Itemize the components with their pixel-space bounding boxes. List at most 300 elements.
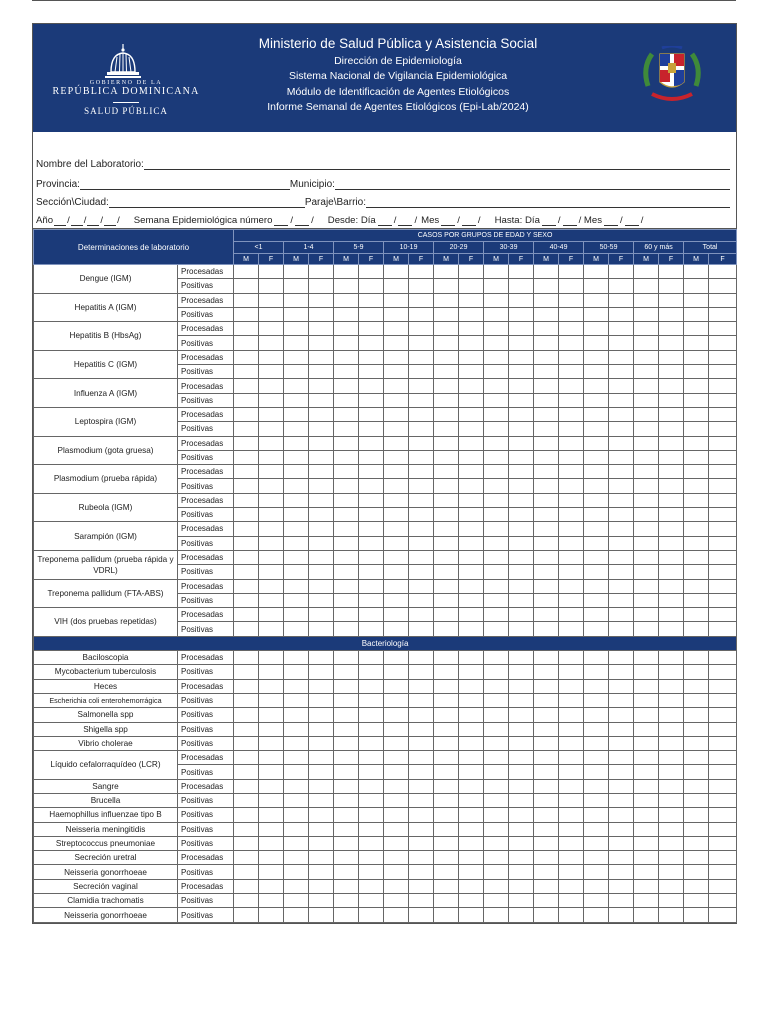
count-cell[interactable] (534, 865, 559, 879)
count-cell[interactable] (434, 608, 459, 622)
count-cell[interactable] (334, 865, 359, 879)
province-input-line[interactable] (80, 180, 290, 190)
count-cell[interactable] (409, 751, 434, 765)
count-cell[interactable] (434, 793, 459, 807)
count-cell[interactable] (534, 779, 559, 793)
count-cell[interactable] (534, 822, 559, 836)
count-cell[interactable] (709, 465, 737, 479)
count-cell[interactable] (434, 736, 459, 750)
count-cell[interactable] (559, 493, 584, 507)
count-cell[interactable] (334, 722, 359, 736)
count-cell[interactable] (359, 894, 384, 908)
count-cell[interactable] (234, 808, 259, 822)
count-cell[interactable] (709, 265, 737, 279)
count-cell[interactable] (309, 736, 334, 750)
count-cell[interactable] (684, 836, 709, 850)
count-cell[interactable] (659, 779, 684, 793)
count-cell[interactable] (559, 522, 584, 536)
count-cell[interactable] (259, 808, 284, 822)
count-cell[interactable] (459, 808, 484, 822)
count-cell[interactable] (684, 751, 709, 765)
count-cell[interactable] (659, 293, 684, 307)
count-cell[interactable] (309, 679, 334, 693)
count-cell[interactable] (659, 350, 684, 364)
count-cell[interactable] (709, 879, 737, 893)
count-cell[interactable] (609, 879, 634, 893)
count-cell[interactable] (559, 779, 584, 793)
count-cell[interactable] (309, 622, 334, 636)
count-cell[interactable] (659, 665, 684, 679)
count-cell[interactable] (559, 322, 584, 336)
count-cell[interactable] (384, 736, 409, 750)
count-cell[interactable] (659, 536, 684, 550)
count-cell[interactable] (409, 894, 434, 908)
count-cell[interactable] (409, 593, 434, 607)
count-cell[interactable] (484, 536, 509, 550)
count-cell[interactable] (234, 379, 259, 393)
count-cell[interactable] (584, 593, 609, 607)
count-cell[interactable] (659, 550, 684, 564)
count-cell[interactable] (584, 722, 609, 736)
count-cell[interactable] (559, 693, 584, 707)
count-cell[interactable] (709, 751, 737, 765)
count-cell[interactable] (409, 536, 434, 550)
count-cell[interactable] (584, 422, 609, 436)
count-cell[interactable] (534, 736, 559, 750)
count-cell[interactable] (459, 379, 484, 393)
count-cell[interactable] (534, 479, 559, 493)
count-cell[interactable] (484, 307, 509, 321)
count-cell[interactable] (309, 851, 334, 865)
count-cell[interactable] (259, 736, 284, 750)
count-cell[interactable] (609, 436, 634, 450)
count-cell[interactable] (384, 407, 409, 421)
count-cell[interactable] (634, 407, 659, 421)
count-cell[interactable] (359, 465, 384, 479)
count-cell[interactable] (409, 450, 434, 464)
count-cell[interactable] (559, 851, 584, 865)
count-cell[interactable] (434, 722, 459, 736)
count-cell[interactable] (359, 536, 384, 550)
count-cell[interactable] (309, 693, 334, 707)
count-cell[interactable] (334, 307, 359, 321)
count-cell[interactable] (309, 265, 334, 279)
count-cell[interactable] (434, 894, 459, 908)
count-cell[interactable] (384, 265, 409, 279)
count-cell[interactable] (509, 836, 534, 850)
count-cell[interactable] (284, 422, 309, 436)
count-cell[interactable] (434, 336, 459, 350)
count-cell[interactable] (659, 493, 684, 507)
count-cell[interactable] (659, 708, 684, 722)
count-cell[interactable] (534, 522, 559, 536)
count-cell[interactable] (434, 450, 459, 464)
count-cell[interactable] (459, 550, 484, 564)
count-cell[interactable] (334, 708, 359, 722)
count-cell[interactable] (259, 651, 284, 665)
count-cell[interactable] (359, 622, 384, 636)
count-cell[interactable] (459, 465, 484, 479)
year-slot-3[interactable] (87, 216, 99, 226)
count-cell[interactable] (259, 536, 284, 550)
count-cell[interactable] (609, 593, 634, 607)
count-cell[interactable] (659, 508, 684, 522)
count-cell[interactable] (634, 793, 659, 807)
count-cell[interactable] (659, 793, 684, 807)
count-cell[interactable] (409, 765, 434, 779)
count-cell[interactable] (309, 493, 334, 507)
count-cell[interactable] (359, 522, 384, 536)
count-cell[interactable] (609, 736, 634, 750)
count-cell[interactable] (584, 622, 609, 636)
paraje-input-line[interactable] (366, 198, 730, 208)
count-cell[interactable] (509, 522, 534, 536)
count-cell[interactable] (384, 722, 409, 736)
count-cell[interactable] (484, 851, 509, 865)
count-cell[interactable] (709, 894, 737, 908)
count-cell[interactable] (409, 522, 434, 536)
count-cell[interactable] (684, 622, 709, 636)
count-cell[interactable] (359, 322, 384, 336)
count-cell[interactable] (259, 565, 284, 579)
count-cell[interactable] (434, 407, 459, 421)
count-cell[interactable] (509, 293, 534, 307)
count-cell[interactable] (559, 365, 584, 379)
count-cell[interactable] (609, 894, 634, 908)
count-cell[interactable] (259, 465, 284, 479)
count-cell[interactable] (684, 393, 709, 407)
year-slot-1[interactable] (54, 216, 66, 226)
count-cell[interactable] (359, 565, 384, 579)
count-cell[interactable] (634, 307, 659, 321)
count-cell[interactable] (659, 822, 684, 836)
count-cell[interactable] (584, 894, 609, 908)
count-cell[interactable] (484, 436, 509, 450)
count-cell[interactable] (334, 693, 359, 707)
count-cell[interactable] (309, 508, 334, 522)
count-cell[interactable] (659, 379, 684, 393)
count-cell[interactable] (509, 808, 534, 822)
count-cell[interactable] (384, 479, 409, 493)
count-cell[interactable] (484, 693, 509, 707)
count-cell[interactable] (384, 536, 409, 550)
count-cell[interactable] (459, 722, 484, 736)
count-cell[interactable] (309, 651, 334, 665)
count-cell[interactable] (559, 579, 584, 593)
count-cell[interactable] (459, 350, 484, 364)
count-cell[interactable] (309, 708, 334, 722)
count-cell[interactable] (359, 479, 384, 493)
count-cell[interactable] (584, 793, 609, 807)
count-cell[interactable] (284, 908, 309, 922)
count-cell[interactable] (334, 622, 359, 636)
count-cell[interactable] (509, 422, 534, 436)
count-cell[interactable] (284, 736, 309, 750)
count-cell[interactable] (559, 751, 584, 765)
count-cell[interactable] (609, 508, 634, 522)
count-cell[interactable] (534, 808, 559, 822)
count-cell[interactable] (584, 508, 609, 522)
count-cell[interactable] (534, 436, 559, 450)
count-cell[interactable] (684, 407, 709, 421)
count-cell[interactable] (584, 808, 609, 822)
count-cell[interactable] (584, 279, 609, 293)
count-cell[interactable] (534, 307, 559, 321)
count-cell[interactable] (384, 565, 409, 579)
count-cell[interactable] (634, 608, 659, 622)
count-cell[interactable] (584, 708, 609, 722)
count-cell[interactable] (659, 479, 684, 493)
count-cell[interactable] (259, 522, 284, 536)
count-cell[interactable] (384, 322, 409, 336)
count-cell[interactable] (534, 265, 559, 279)
count-cell[interactable] (284, 722, 309, 736)
count-cell[interactable] (459, 665, 484, 679)
count-cell[interactable] (284, 379, 309, 393)
count-cell[interactable] (484, 465, 509, 479)
count-cell[interactable] (634, 722, 659, 736)
count-cell[interactable] (634, 350, 659, 364)
count-cell[interactable] (609, 565, 634, 579)
count-cell[interactable] (309, 522, 334, 536)
count-cell[interactable] (384, 508, 409, 522)
count-cell[interactable] (634, 322, 659, 336)
count-cell[interactable] (284, 336, 309, 350)
count-cell[interactable] (534, 908, 559, 922)
count-cell[interactable] (434, 436, 459, 450)
count-cell[interactable] (409, 307, 434, 321)
count-cell[interactable] (634, 693, 659, 707)
count-cell[interactable] (434, 393, 459, 407)
count-cell[interactable] (459, 908, 484, 922)
count-cell[interactable] (234, 436, 259, 450)
count-cell[interactable] (259, 908, 284, 922)
count-cell[interactable] (384, 708, 409, 722)
count-cell[interactable] (259, 865, 284, 879)
count-cell[interactable] (359, 365, 384, 379)
count-cell[interactable] (559, 293, 584, 307)
count-cell[interactable] (659, 722, 684, 736)
count-cell[interactable] (334, 493, 359, 507)
count-cell[interactable] (359, 836, 384, 850)
count-cell[interactable] (434, 651, 459, 665)
count-cell[interactable] (309, 894, 334, 908)
count-cell[interactable] (684, 679, 709, 693)
count-cell[interactable] (359, 279, 384, 293)
count-cell[interactable] (509, 379, 534, 393)
count-cell[interactable] (309, 336, 334, 350)
count-cell[interactable] (434, 522, 459, 536)
count-cell[interactable] (559, 836, 584, 850)
count-cell[interactable] (309, 322, 334, 336)
count-cell[interactable] (259, 622, 284, 636)
count-cell[interactable] (709, 708, 737, 722)
count-cell[interactable] (234, 336, 259, 350)
count-cell[interactable] (584, 693, 609, 707)
count-cell[interactable] (709, 407, 737, 421)
count-cell[interactable] (234, 550, 259, 564)
count-cell[interactable] (284, 822, 309, 836)
count-cell[interactable] (234, 779, 259, 793)
count-cell[interactable] (509, 307, 534, 321)
count-cell[interactable] (609, 479, 634, 493)
count-cell[interactable] (709, 565, 737, 579)
count-cell[interactable] (459, 422, 484, 436)
count-cell[interactable] (284, 665, 309, 679)
count-cell[interactable] (334, 322, 359, 336)
count-cell[interactable] (559, 622, 584, 636)
count-cell[interactable] (409, 379, 434, 393)
count-cell[interactable] (659, 836, 684, 850)
count-cell[interactable] (684, 808, 709, 822)
count-cell[interactable] (509, 465, 534, 479)
count-cell[interactable] (234, 836, 259, 850)
count-cell[interactable] (334, 407, 359, 421)
count-cell[interactable] (234, 293, 259, 307)
count-cell[interactable] (284, 708, 309, 722)
count-cell[interactable] (684, 550, 709, 564)
count-cell[interactable] (484, 422, 509, 436)
count-cell[interactable] (584, 736, 609, 750)
count-cell[interactable] (709, 379, 737, 393)
count-cell[interactable] (684, 265, 709, 279)
count-cell[interactable] (534, 836, 559, 850)
count-cell[interactable] (459, 879, 484, 893)
count-cell[interactable] (284, 751, 309, 765)
count-cell[interactable] (309, 865, 334, 879)
count-cell[interactable] (534, 322, 559, 336)
count-cell[interactable] (234, 565, 259, 579)
count-cell[interactable] (634, 365, 659, 379)
count-cell[interactable] (684, 436, 709, 450)
count-cell[interactable] (559, 479, 584, 493)
count-cell[interactable] (334, 479, 359, 493)
count-cell[interactable] (334, 522, 359, 536)
count-cell[interactable] (559, 279, 584, 293)
count-cell[interactable] (634, 836, 659, 850)
count-cell[interactable] (534, 679, 559, 693)
count-cell[interactable] (534, 751, 559, 765)
count-cell[interactable] (609, 665, 634, 679)
count-cell[interactable] (559, 265, 584, 279)
count-cell[interactable] (509, 693, 534, 707)
count-cell[interactable] (684, 579, 709, 593)
count-cell[interactable] (284, 393, 309, 407)
count-cell[interactable] (484, 407, 509, 421)
count-cell[interactable] (484, 894, 509, 908)
count-cell[interactable] (609, 422, 634, 436)
count-cell[interactable] (484, 550, 509, 564)
count-cell[interactable] (259, 793, 284, 807)
count-cell[interactable] (459, 407, 484, 421)
count-cell[interactable] (259, 293, 284, 307)
count-cell[interactable] (409, 879, 434, 893)
count-cell[interactable] (509, 736, 534, 750)
count-cell[interactable] (334, 836, 359, 850)
count-cell[interactable] (234, 622, 259, 636)
count-cell[interactable] (709, 522, 737, 536)
count-cell[interactable] (409, 793, 434, 807)
count-cell[interactable] (509, 365, 534, 379)
count-cell[interactable] (434, 708, 459, 722)
count-cell[interactable] (459, 565, 484, 579)
count-cell[interactable] (509, 822, 534, 836)
count-cell[interactable] (709, 336, 737, 350)
count-cell[interactable] (659, 407, 684, 421)
count-cell[interactable] (234, 822, 259, 836)
count-cell[interactable] (459, 450, 484, 464)
count-cell[interactable] (584, 565, 609, 579)
count-cell[interactable] (609, 722, 634, 736)
count-cell[interactable] (459, 307, 484, 321)
count-cell[interactable] (509, 508, 534, 522)
count-cell[interactable] (309, 793, 334, 807)
count-cell[interactable] (584, 651, 609, 665)
count-cell[interactable] (459, 508, 484, 522)
count-cell[interactable] (259, 350, 284, 364)
count-cell[interactable] (259, 693, 284, 707)
count-cell[interactable] (534, 879, 559, 893)
count-cell[interactable] (359, 851, 384, 865)
count-cell[interactable] (534, 894, 559, 908)
count-cell[interactable] (634, 851, 659, 865)
count-cell[interactable] (359, 593, 384, 607)
count-cell[interactable] (634, 508, 659, 522)
count-cell[interactable] (634, 550, 659, 564)
count-cell[interactable] (384, 436, 409, 450)
count-cell[interactable] (559, 679, 584, 693)
count-cell[interactable] (534, 651, 559, 665)
count-cell[interactable] (359, 393, 384, 407)
count-cell[interactable] (484, 293, 509, 307)
count-cell[interactable] (234, 493, 259, 507)
count-cell[interactable] (409, 665, 434, 679)
count-cell[interactable] (709, 536, 737, 550)
count-cell[interactable] (584, 908, 609, 922)
count-cell[interactable] (609, 908, 634, 922)
count-cell[interactable] (509, 479, 534, 493)
count-cell[interactable] (559, 307, 584, 321)
count-cell[interactable] (359, 865, 384, 879)
count-cell[interactable] (484, 622, 509, 636)
count-cell[interactable] (484, 808, 509, 822)
count-cell[interactable] (234, 536, 259, 550)
count-cell[interactable] (684, 894, 709, 908)
count-cell[interactable] (534, 579, 559, 593)
count-cell[interactable] (584, 765, 609, 779)
count-cell[interactable] (584, 307, 609, 321)
count-cell[interactable] (359, 765, 384, 779)
count-cell[interactable] (534, 508, 559, 522)
count-cell[interactable] (334, 465, 359, 479)
count-cell[interactable] (359, 422, 384, 436)
count-cell[interactable] (684, 565, 709, 579)
count-cell[interactable] (484, 879, 509, 893)
count-cell[interactable] (534, 379, 559, 393)
count-cell[interactable] (334, 822, 359, 836)
count-cell[interactable] (559, 808, 584, 822)
count-cell[interactable] (384, 379, 409, 393)
count-cell[interactable] (259, 265, 284, 279)
count-cell[interactable] (334, 879, 359, 893)
count-cell[interactable] (259, 479, 284, 493)
count-cell[interactable] (334, 765, 359, 779)
count-cell[interactable] (409, 779, 434, 793)
count-cell[interactable] (484, 265, 509, 279)
count-cell[interactable] (434, 822, 459, 836)
count-cell[interactable] (609, 450, 634, 464)
count-cell[interactable] (259, 550, 284, 564)
